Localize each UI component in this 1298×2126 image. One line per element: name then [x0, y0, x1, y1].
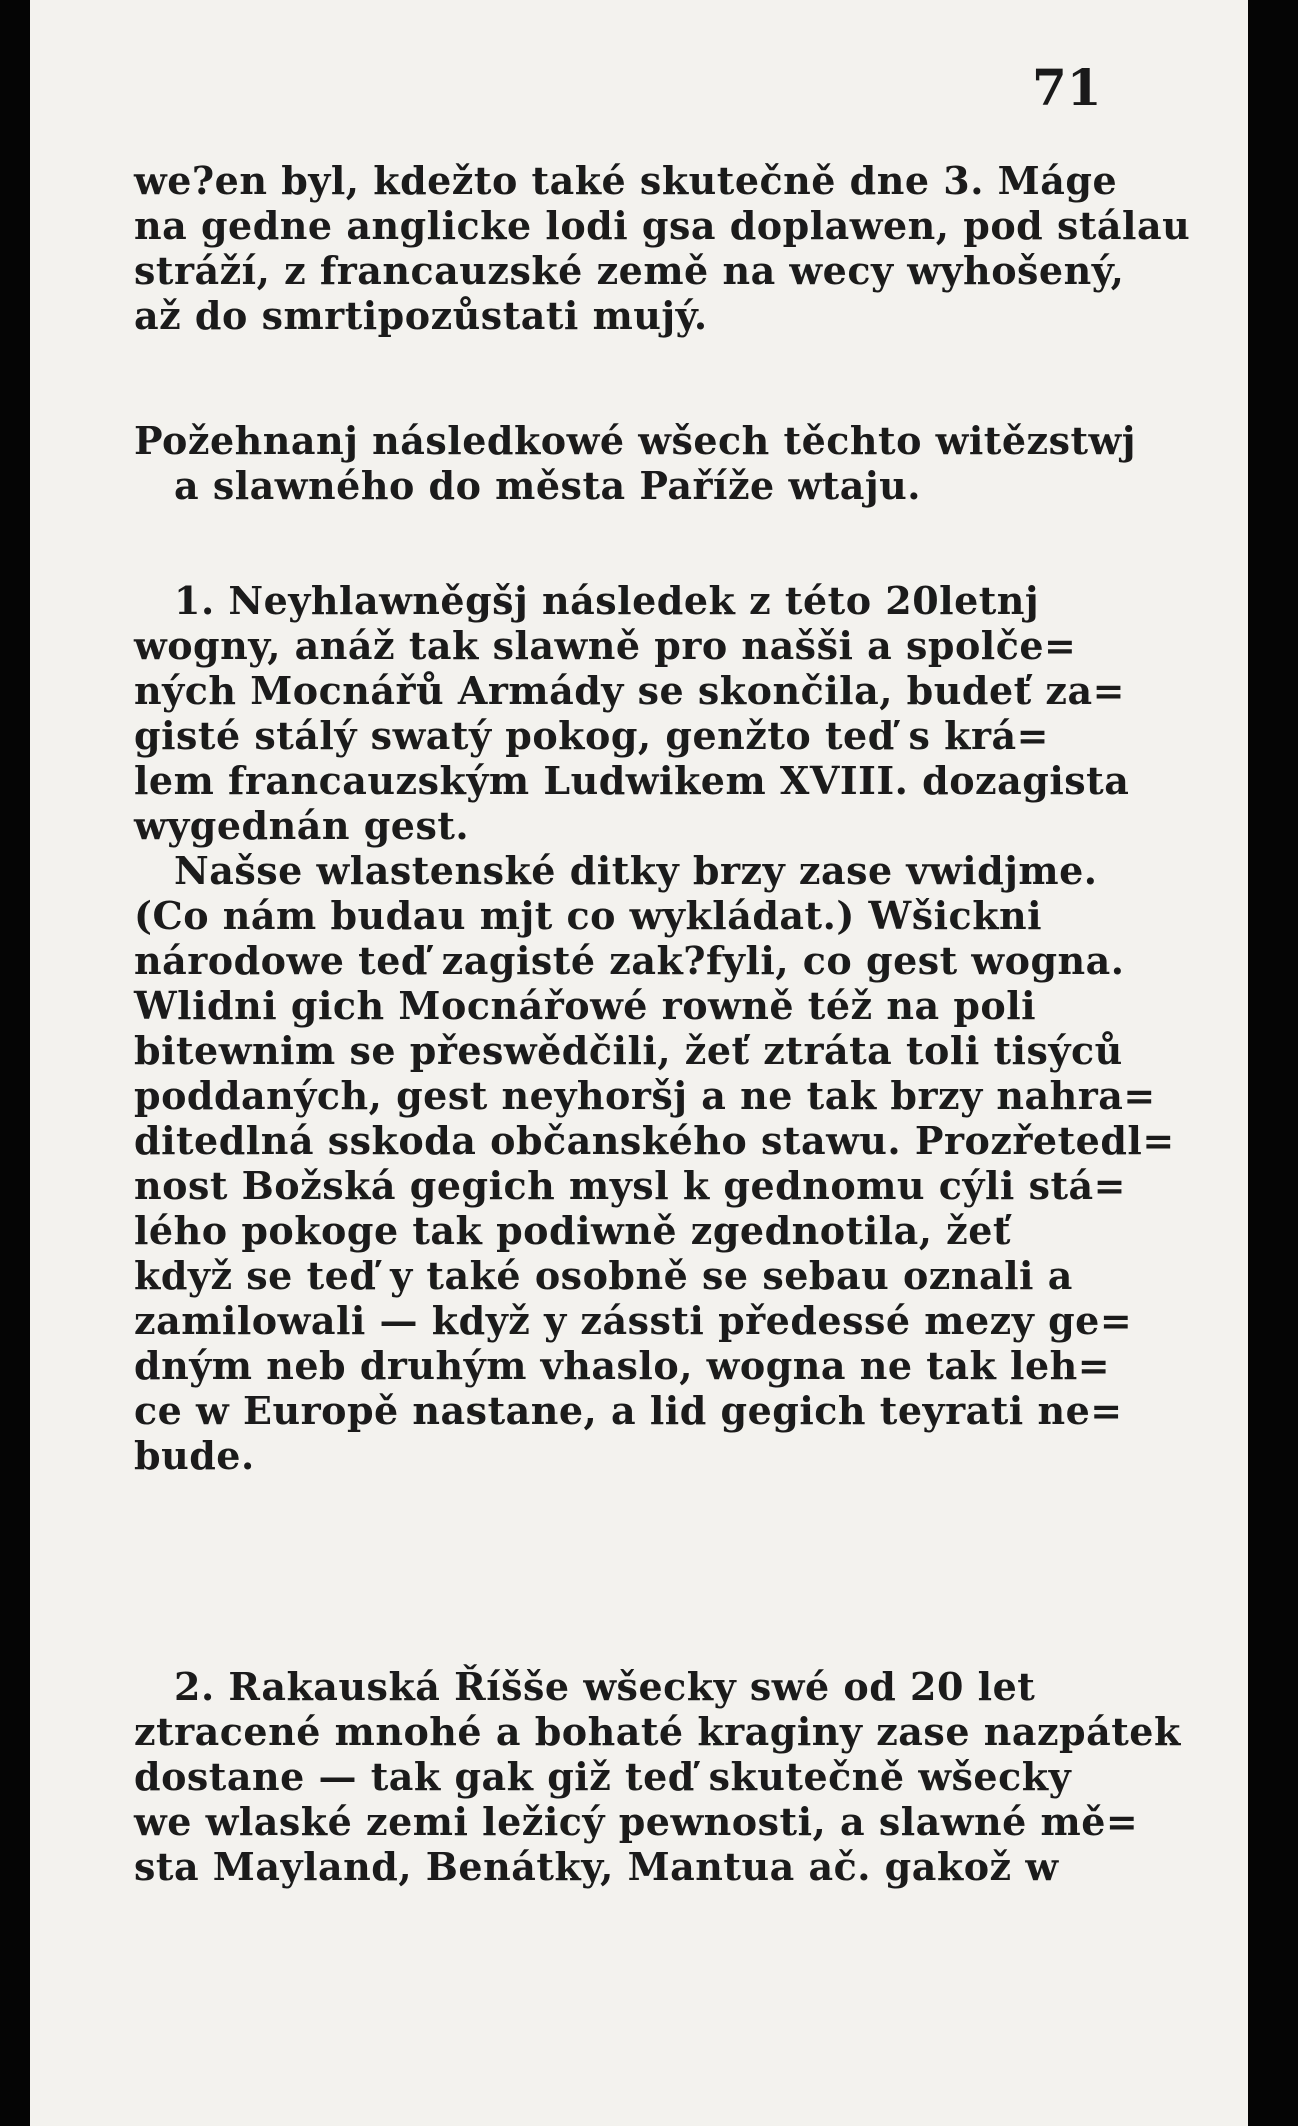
paragraph-1 — [134, 158, 1191, 338]
text-line: 2. Rakauská Říšše wšecky swé od 20 let — [174, 1664, 1036, 1709]
page-number: 71 — [1032, 58, 1102, 117]
text-line: we wlaské zemi ležicý pewnosti, a slawné mě= — [134, 1799, 1139, 1844]
text-line: lem francauzským Ludwikem XVIII. dozagista — [134, 758, 1130, 803]
text-line: gisté stálý swatý pokog, genžto teď s krá= — [134, 713, 1049, 758]
text-line: dným neb druhým vhaslo, wogna ne tak leh= — [134, 1343, 1111, 1388]
text-line: ce w Europě nastane, a lid gegich teyrati ne= — [134, 1388, 1123, 1433]
text-line: wygednán gest. — [134, 803, 470, 848]
text-line: 1. Neyhlawněgšj následek z této 20letnj — [174, 578, 1040, 623]
text-line: Požehnanj následkowé wšech těchto witězstwj — [134, 418, 1137, 463]
text-line: lého pokoge tak podiwně zgednotila, žeť — [134, 1208, 1011, 1253]
text-line: poddaných, gest neyhoršj a ne tak brzy nahra= — [134, 1073, 1156, 1118]
paragraph-2-text — [134, 418, 1150, 508]
text-line: dostane — tak gak giž teď skutečně wšecky — [134, 1754, 1072, 1799]
paragraph-4 — [134, 1664, 1181, 1889]
text-line: ných Mocnářů Armády se skončila, budeť za= — [134, 668, 1125, 713]
text-line: ditedlná sskoda občanského stawu. Prozřetedl= — [134, 1118, 1175, 1163]
paragraph-4-text — [134, 1664, 1181, 1889]
paragraph-2 — [134, 418, 1150, 508]
text-line: stráží, z francauzské země na wecy wyhošený, — [134, 248, 1125, 293]
text-line: we?en byl, kdežto také skutečně dne 3. Máge — [134, 158, 1118, 203]
text-line: až do smrtipozůstati mujý. — [134, 293, 708, 338]
text-line: na gedne anglicke lodi gsa doplawen, pod stálau — [134, 203, 1191, 248]
text-line: Wlidni gich Mocnářowé rowně též na poli — [134, 983, 1037, 1028]
text-line: Našse wlastenské ditky brzy zase vwidjme. — [174, 848, 1098, 893]
paragraph-3 — [134, 578, 1175, 1478]
text-line: bude. — [134, 1433, 255, 1478]
text-line: národowe teď zagisté zak?fyli, co gest wogna. — [134, 938, 1125, 983]
document-page — [30, 0, 1248, 2126]
text-line: (Co nám budau mjt co wykládat.) Wšickni — [134, 893, 1043, 938]
paragraph-3-text — [134, 578, 1175, 1478]
text-line: a slawného do města Paříže wtaju. — [174, 463, 921, 508]
text-line: když se teď y také osobně se sebau oznali a — [134, 1253, 1073, 1298]
text-line: ztracené mnohé a bohaté kraginy zase nazpátek — [134, 1709, 1181, 1754]
text-line: nost Božská gegich mysl k gednomu cýli stá= — [134, 1163, 1127, 1208]
text-line: zamilowali — když y zássti předessé mezy ge= — [134, 1298, 1133, 1343]
paragraph-1-text — [134, 158, 1191, 338]
text-line: bitewnim se přeswědčili, žeť ztráta toli tisýců — [134, 1028, 1123, 1073]
text-line: wogny, anáž tak slawně pro našši a spolče= — [134, 623, 1077, 668]
text-line: sta Mayland, Benátky, Mantua ač. gakož w — [134, 1844, 1059, 1889]
